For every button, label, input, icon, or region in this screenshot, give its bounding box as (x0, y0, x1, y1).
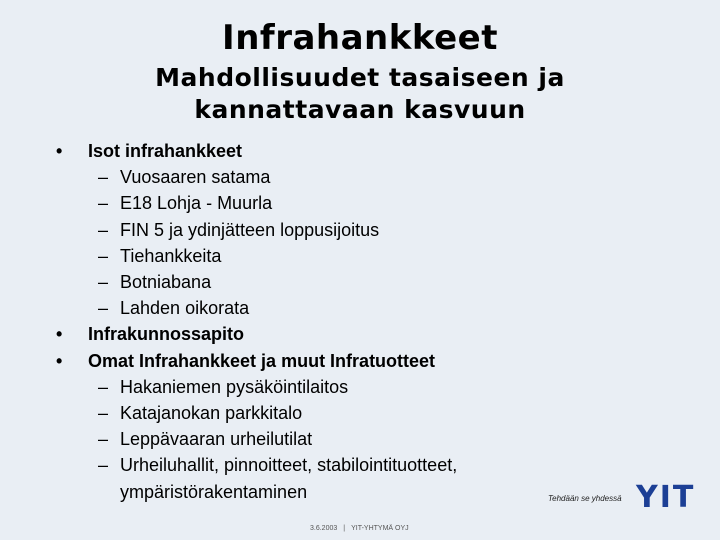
sub-list-item (56, 400, 526, 426)
dash-icon: – (98, 272, 109, 293)
slide-subtitle (80, 62, 640, 126)
list-item (56, 321, 526, 347)
dash-icon: – (98, 219, 109, 240)
sub-list-item-label: Katajanokan parkkitalo (120, 403, 303, 424)
subtitle-line-1: Mahdollisuudet tasaiseen ja (155, 63, 565, 92)
footer-date: 3.6.2003 (310, 525, 338, 532)
bullet-icon: • (56, 141, 63, 161)
bullet-icon: • (56, 350, 63, 371)
sub-list-item (56, 295, 526, 321)
sub-list-item-label: E18 Lohja - Muurla (120, 193, 273, 214)
dash-icon: – (98, 298, 109, 319)
tagline: Tehdään se yhdessä (548, 494, 622, 503)
list-item-label: Infrakunnossapito (88, 324, 245, 345)
dash-icon: – (98, 193, 109, 214)
sub-list-item (56, 426, 526, 452)
sub-list-item-label: Urheiluhallit, pinnoitteet, stabilointituotteet, ympäristörakentaminen (120, 455, 458, 502)
bullet-icon: • (56, 324, 63, 345)
subtitle-line-2: kannattavaan kasvuun (194, 95, 526, 124)
list-item (56, 138, 526, 164)
sub-list-item-label: Tiehankkeita (120, 245, 222, 266)
dash-icon: – (98, 429, 109, 450)
sub-list-item-label: Leppävaaran urheilutilat (120, 429, 313, 450)
sub-list-item (56, 374, 526, 400)
dash-icon: – (98, 245, 109, 266)
sub-list-item (56, 217, 526, 243)
sub-list-item-label: Hakaniemen pysäköintilaitos (120, 376, 349, 397)
sub-list-item-label: Lahden oikorata (120, 298, 250, 319)
list-item-label: Omat Infrahankkeet ja muut Infratuotteet (88, 350, 436, 371)
sub-list-item (56, 269, 526, 295)
sub-list-item-label: Botniabana (120, 272, 212, 293)
sub-list-item (56, 164, 526, 190)
bullet-list (56, 138, 526, 505)
list-item (56, 348, 526, 374)
footer-separator: | (343, 525, 346, 532)
sub-list-item (56, 190, 526, 216)
sub-list-item (56, 452, 526, 504)
sub-list-item (56, 243, 526, 269)
dash-icon: – (98, 167, 109, 188)
sub-list-item-label: Vuosaaren satama (120, 167, 271, 188)
dash-icon: – (98, 376, 109, 397)
dash-icon: – (98, 403, 109, 424)
yit-logo: YIT (636, 480, 696, 515)
footer (310, 525, 409, 532)
dash-icon: – (98, 455, 109, 476)
sub-list-item-label: FIN 5 ja ydinjätteen loppusijoitus (120, 219, 380, 240)
slide-title: Infrahankkeet (222, 18, 498, 58)
list-item-label: Isot infrahankkeet (88, 141, 243, 161)
footer-company: YIT-YHTYMÄ OYJ (351, 525, 409, 532)
